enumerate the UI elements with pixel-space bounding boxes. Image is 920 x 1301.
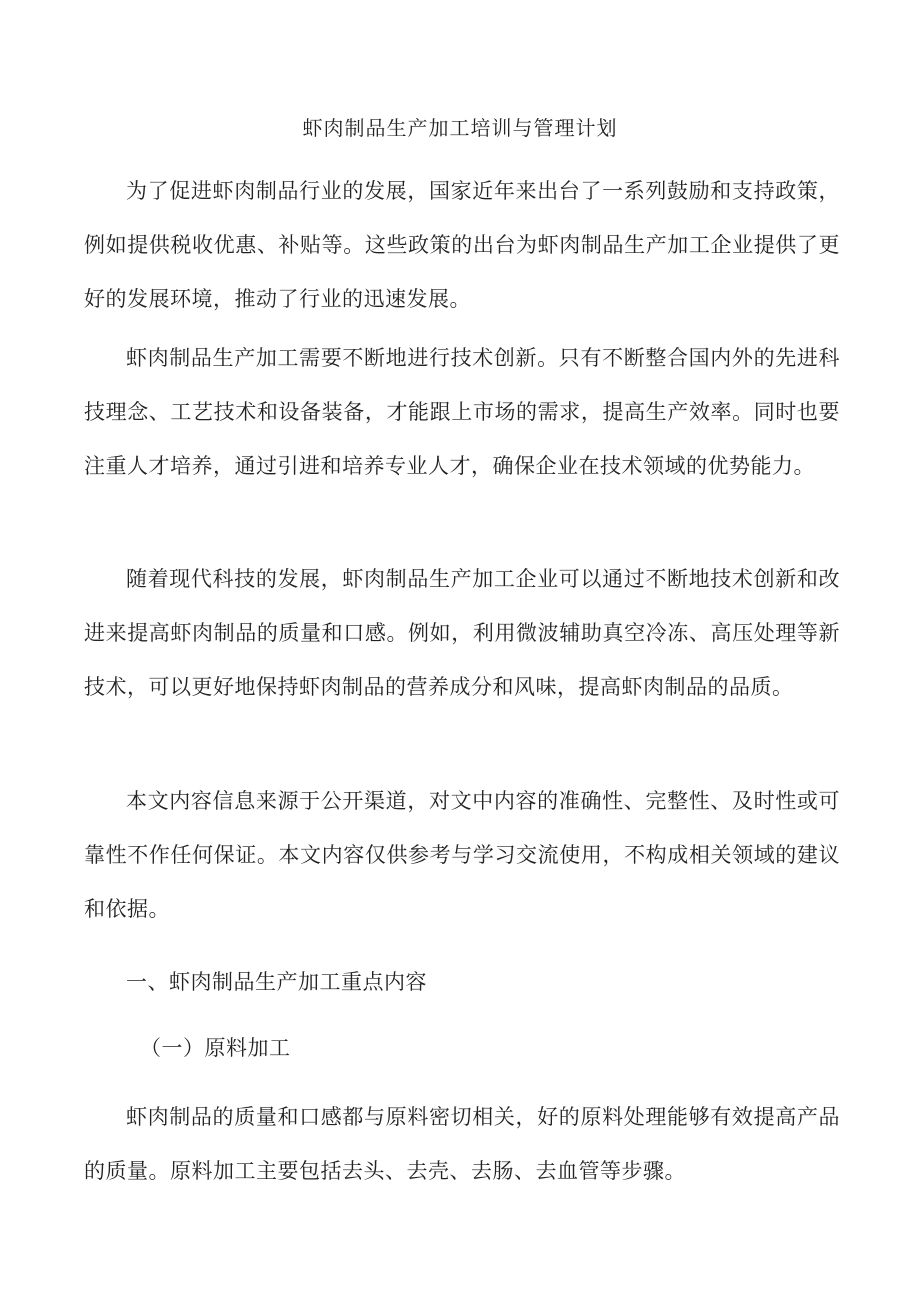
section-heading: 一、虾肉制品生产加工重点内容 <box>126 970 427 994</box>
paragraph-disclaimer: 本文内容信息来源于公开渠道，对文中内容的准确性、完整性、及时性或可靠性不作任何保证。本文内容仅供参考与学习交流使用，不构成相关领域的建议和依据。 <box>84 789 840 921</box>
paragraph-policy-support: 为了促进虾肉制品行业的发展，国家近年来出台了一系列鼓励和支持政策，例如提供税收优惠、补贴等。这些政策的出台为虾肉制品生产加工企业提供了更好的发展环境，推动了行业的迅速发展。 <box>84 179 840 311</box>
paragraph-quality-improvement: 随着现代科技的发展，虾肉制品生产加工企业可以通过不断地技术创新和改进来提高虾肉制品的质量和口感。例如，利用微波辅助真空冷冻、高压处理等新技术，可以更好地保持虾肉制品的营养成分和风味，提高虾肉制品的品质。 <box>84 567 840 699</box>
paragraph-raw-material-processing: 虾肉制品的质量和口感都与原料密切相关，好的原料处理能够有效提高产品的质量。原料加工主要包括去头、去壳、去肠、去血管等步骤。 <box>84 1105 840 1183</box>
document-title: 虾肉制品生产加工培训与管理计划 <box>302 116 618 140</box>
paragraph-technical-innovation: 虾肉制品生产加工需要不断地进行技术创新。只有不断整合国内外的先进科技理念、工艺技术和设备装备，才能跟上市场的需求，提高生产效率。同时也要注重人才培养，通过引进和培养专业人才，确保企业在技术领域的优势能力。 <box>84 346 840 478</box>
subsection-heading: （一）原料加工 <box>140 1036 291 1060</box>
